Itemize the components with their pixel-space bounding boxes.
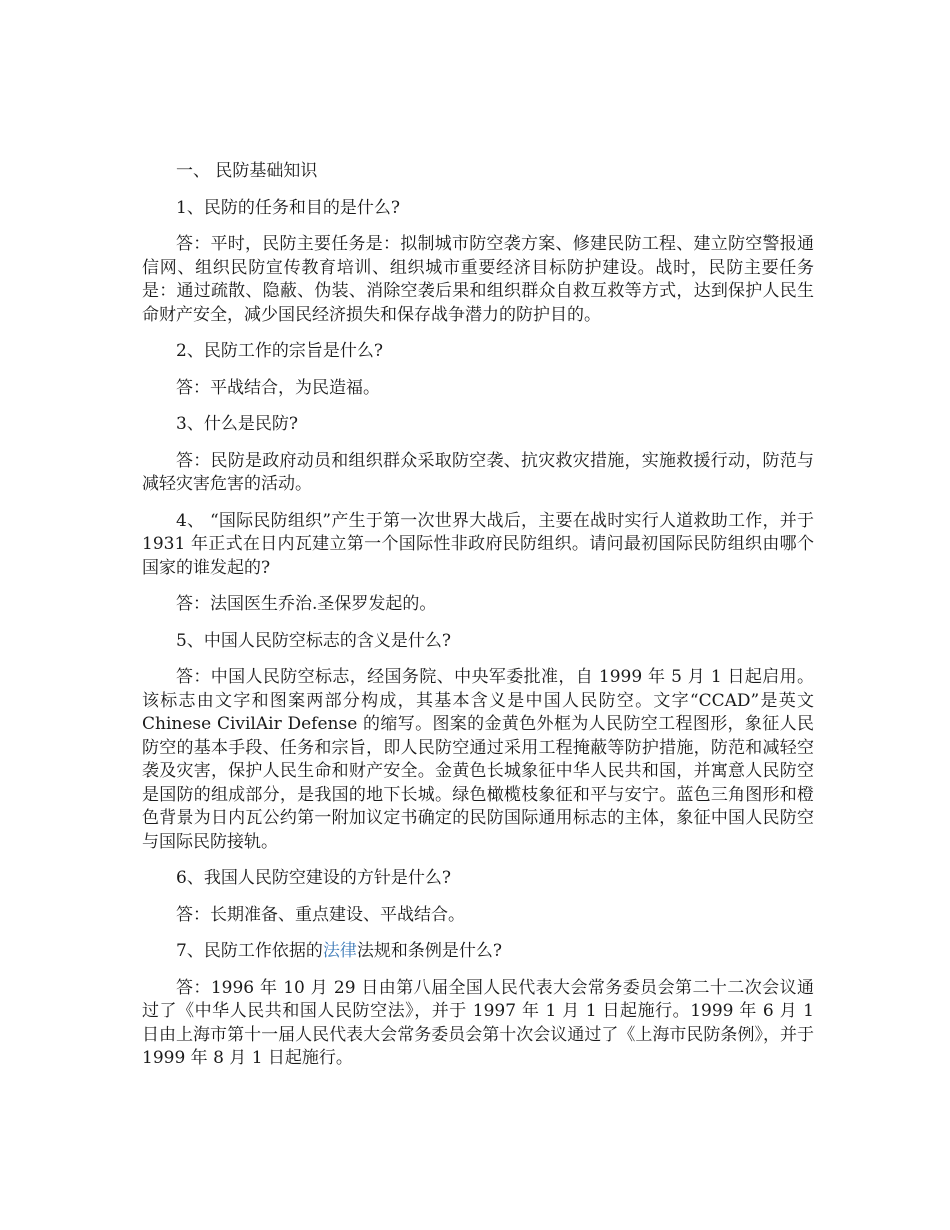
answer-5: 答：中国人民防空标志，经国务院、中央军委批准，自 1999 年 5 月 1 日起启用。该标志由文字和图案两部分构成，其基本含义是中国人民防空。文字“CCAD”是英文 Chinese CivilAir Defense 的缩写。图案的金黄色外框为人民防空工程图形，象征人民防空的基本手段、任务和宗旨，即人民防空通过采用工程掩蔽等防护措施，防范和减轻空袭及灾害，保护人民生命和财产安全。金黄色长城象征中华人民共和国，并寓意人民防空是国防的组成部分，是我国的地下长城。绿色橄榄枝象征和平与安宁。蓝色三角图形和橙色背景为日内瓦公约第一附加议定书确定的民防国际通用标志的主体，象征中国人民防空与国际民防接轨。 [142, 667, 814, 852]
question-3: 3、什么是民防? [176, 414, 298, 434]
document-body [142, 160, 814, 1071]
question-4: 4、 “国际民防组织”产生于第一次世界大战后，主要在战时实行人道救助工作，并于 1931 年正式在日内瓦建立第一个国际性非政府民防组织。请问最初国际民防组织由哪个国家的谁发起的? [142, 510, 814, 578]
section-heading: 一、 民防基础知识 [176, 161, 318, 181]
answer-4: 答：法国医生乔治.圣保罗发起的。 [176, 594, 437, 614]
answer-1: 答：平时，民防主要任务是：拟制城市防空袭方案、修建民防工程、建立防空警报通信网、组织民防宣传教育培训、组织城市重要经济目标防护建设。战时，民防主要任务是：通过疏散、隐蔽、伪装、消除空袭后果和组织群众自救互救等方式，达到保护人民生命财产安全，减少国民经济损失和保存战争潜力的防护目的。 [142, 234, 814, 325]
question-2: 2、民防工作的宗旨是什么? [176, 341, 383, 361]
question-7 [142, 940, 814, 964]
question-6: 6、我国人民防空建设的方针是什么? [176, 868, 451, 888]
question-7-suffix: 法规和条例是什么? [356, 941, 502, 961]
law-link[interactable]: 法律 [322, 941, 357, 961]
answer-6: 答：长期准备、重点建设、平战结合。 [176, 904, 465, 925]
answer-7: 答：1996 年 10 月 29 日由第八届全国人民代表大会常务委员会第二十二次会议通过了《中华人民共和国人民防空法》，并于 1997 年 1 月 1 日起施行。1999 年 6 月 1 日由上海市第十一届人民代表大会常务委员会第十次会议通过了《上海市民防条例》，并于 1999 年 8 月 1 日起施行。 [142, 977, 814, 1068]
question-5: 5、中国人民防空标志的含义是什么? [176, 630, 451, 651]
question-7-prefix: 7、民防工作依据的 [176, 941, 323, 961]
answer-3: 答：民防是政府动员和组织群众采取防空袭、抗灾救灾措施，实施救援行动，防范与减轻灾害危害的活动。 [142, 450, 814, 494]
answer-2: 答：平战结合，为民造福。 [176, 377, 380, 398]
question-1: 1、民防的任务和目的是什么? [176, 197, 400, 218]
